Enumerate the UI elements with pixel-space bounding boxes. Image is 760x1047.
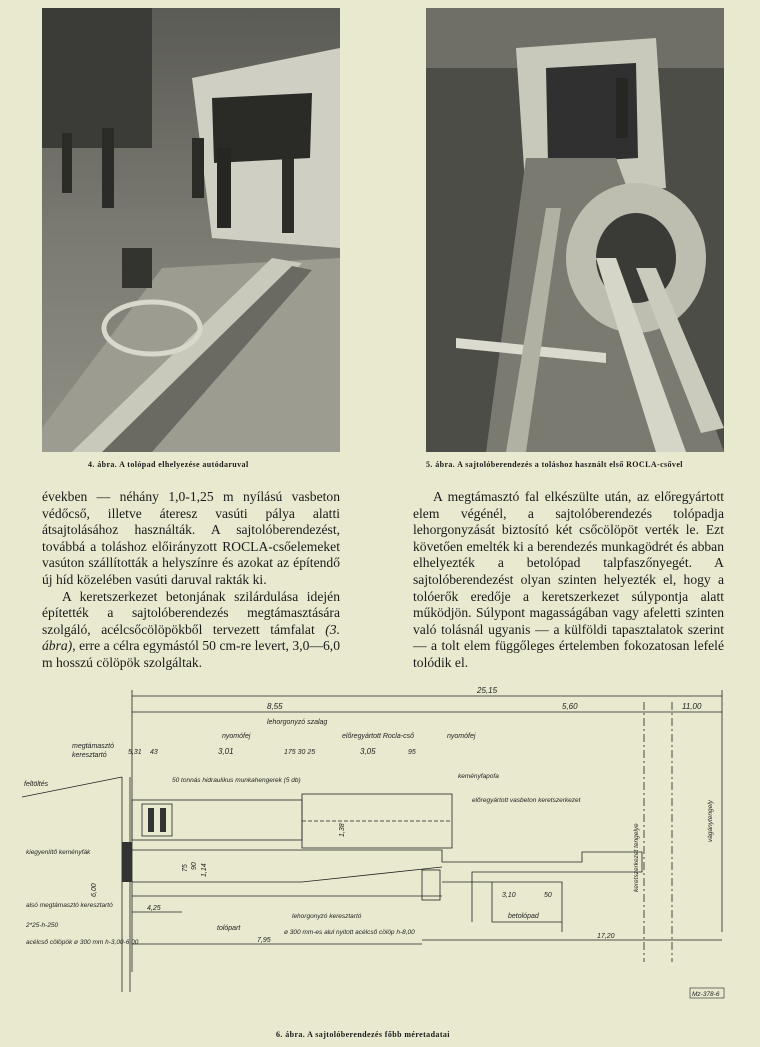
figure-5-photo <box>426 8 724 452</box>
label-profile: 2*25-h-250 <box>26 922 59 929</box>
label-betolopad: betolópad <box>508 913 539 920</box>
dim-v138: 1,38 <box>339 823 346 837</box>
label-acelcso: acélcső cölöpök ø 300 mm h-3,00-6,00 <box>26 939 139 946</box>
dim-total: 25,15 <box>477 686 498 695</box>
dim-175-30-25: 175 30 25 <box>284 749 316 756</box>
label-munkahengerek: 50 tonnás hidraulikus munkahengerek (5 db) <box>172 777 301 784</box>
technical-drawing <box>22 682 744 1024</box>
dim-1100: 11,00 <box>682 702 702 711</box>
left-text-column <box>42 489 340 672</box>
dim-855: 8,55 <box>267 702 283 711</box>
dim-301: 3,01 <box>218 747 234 756</box>
right-paragraph-1: A megtámasztó fal elkészülte után, az előregyártott elem végénél, a sajtolóberendezés tolópadja lehorgonyzását biztosító két csőcölöpöt verték le. Ezt követően emelték ki a berendezés munkagödrét és abban elhelyezték a betolópad talpfaszőnyegét. A sajtolóberendezést olyan szinten helyezték el, hogy a tolóerők eredője a keretszerkezet súlypontja alatt működjön. Súlypont magasságában vagy afeletti szinten való tolásnál ugyanis — a külföldi tapasztalatok szerint — a tolt elem függőleges értelemben fokozatosan lefelé tolódik el. <box>413 489 724 670</box>
dim-43: 43 <box>150 749 158 756</box>
figure-4-photo <box>42 8 340 452</box>
label-nyomofej-2: nyomófej <box>447 733 476 740</box>
figure-6-caption: 6. ábra. A sajtolóberendezés főbb méretadatai <box>276 1030 450 1039</box>
label-elore-rocla: előregyártott Rocla-cső <box>342 733 414 740</box>
label-kiegyenlito: kiegyenlítő keményfák <box>26 849 91 856</box>
dim-531: 5,31 <box>128 749 142 756</box>
left-paragraph-2: A keretszerkezet betonjának szilárdulása idején építették a sajtolóberendezés megtámasztására szolgáló, acélcsőcölöpökből tervezett támfalat (3. ábra), erre a célra egymástól 50 cm-re levert, 3,0—6,0 m hosszú cölöpök szolgáltak. <box>42 588 340 670</box>
label-lehorgonyzo-szalag: lehorgonyzó szalag <box>267 719 328 726</box>
right-text-column <box>413 489 724 672</box>
label-also-megtamaszto: alsó megtámasztó keresztartó <box>26 902 113 909</box>
label-keretszerkezet-tengelye: keretszerkezet tengelye <box>633 823 640 892</box>
label-vagany-tengely: vágánytengely <box>707 800 714 842</box>
label-lehorgonyzo-keresztarto: lehorgonyzó keresztartó <box>292 913 362 920</box>
dim-310: 3,10 <box>502 892 516 899</box>
label-nyomofej: nyomófej <box>222 733 251 740</box>
dim-v600: 6,00 <box>91 883 98 897</box>
label-elore-vasbeton: előregyártott vasbeton keretszerkezet <box>472 797 581 804</box>
figure-4-photo-drawing <box>42 8 340 452</box>
dim-95: 95 <box>408 749 416 756</box>
label-tolopart: tolópart <box>217 925 241 932</box>
drawing-id: Mz-378-6 <box>692 991 720 998</box>
label-feltoltes: feltöltés <box>24 781 49 788</box>
dim-305: 3,05 <box>360 747 376 756</box>
left-paragraph-1: években — néhány 1,0-1,25 m nyílású vasbeton védőcső, illetve áteresz vasúti pálya alatti átsajtolásához használták. A sajtolóberendezést, továbbá a toláshoz előirányzott ROCLA-csőelemeket vasúton szállították a helyszínre és azokat az építendő új híd közelében vasúti daruval rakták ki. <box>42 489 340 587</box>
dim-425: 4,25 <box>147 905 161 912</box>
dim-v90: 90 <box>191 862 198 870</box>
dim-560: 5,60 <box>562 702 578 711</box>
figure-5-caption: 5. ábra. A sajtolóberendezés a toláshoz használt első ROCLA-csővel <box>426 460 683 469</box>
label-lehorgonyzo-colop: ø 300 mm-es alul nyitott acélcső cölöp h-8,00 <box>284 929 415 936</box>
figure-6-drawing <box>22 682 744 1024</box>
dim-v75: 75 <box>182 864 189 872</box>
label-megtamaszto: megtámasztó <box>72 743 115 750</box>
label-keresztarto: keresztartó <box>72 752 107 759</box>
dim-1720: 17,20 <box>597 933 615 940</box>
label-kemenyfapofa: keményfapofa <box>458 773 499 780</box>
dim-50: 50 <box>544 892 552 899</box>
figure-5-photo-drawing <box>426 8 724 452</box>
figure-4-caption: 4. ábra. A tolópad elhelyezése autódaruval <box>88 460 249 469</box>
dim-795: 7,95 <box>257 937 271 944</box>
dim-v114: 1,14 <box>201 863 208 877</box>
